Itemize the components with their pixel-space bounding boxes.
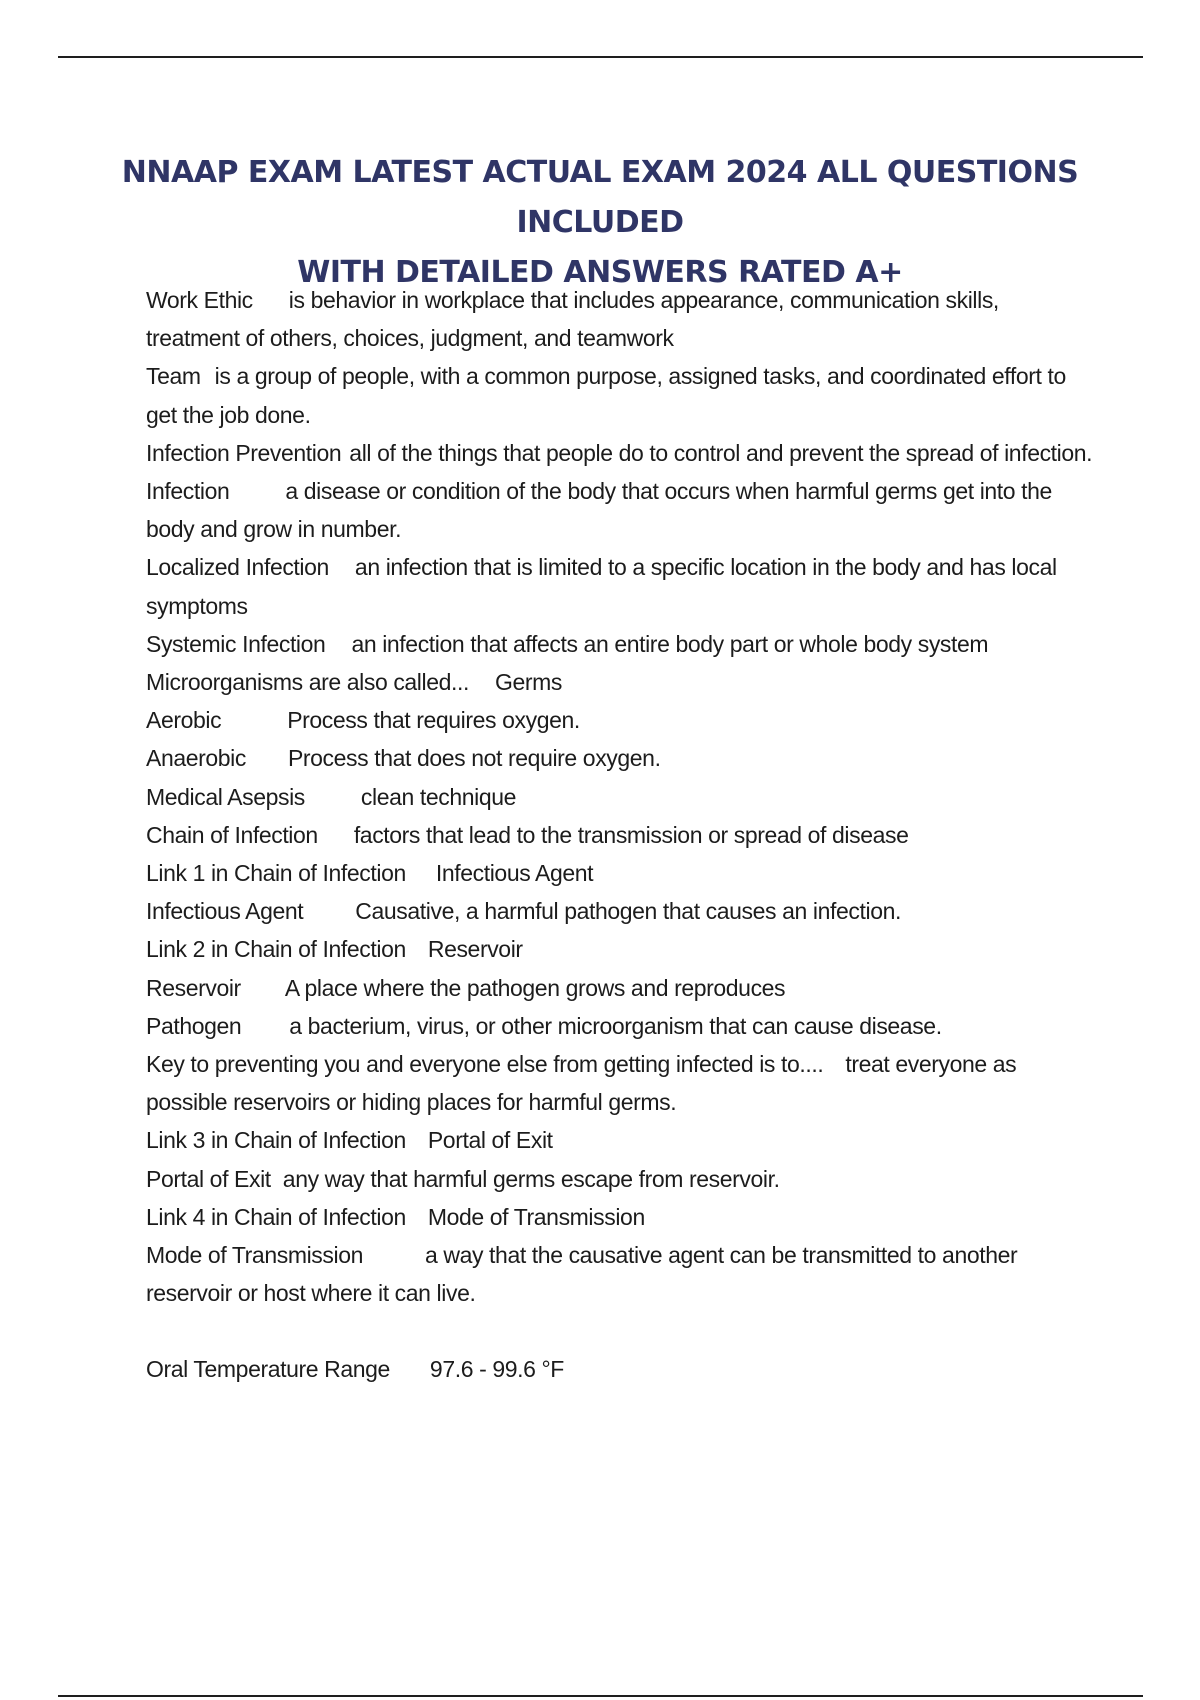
title-line-2: WITH DETAILED ANSWERS RATED A+ [297,255,903,290]
entry-term: Work Ethic [146,287,253,313]
list-item [146,548,1096,624]
entry-term: Link 4 in Chain of Infection [146,1203,406,1230]
entry-definition: a bacterium, virus, or other microorganism that can cause disease. [289,1012,942,1039]
entry-term: Infectious Agent [146,898,304,925]
entry-term: Reservoir [146,974,241,1001]
list-item [146,930,1096,968]
entry-definition: Mode of Transmission [427,1203,645,1230]
entry-term: Portal of Exit [146,1165,271,1192]
list-item [146,1045,1096,1121]
entry-definition: a disease or condition of the body that occurs when harmful germs get into the body and grow in number. [146,478,1052,543]
list-item [146,1198,1096,1236]
entry-definition: a way that the causative agent can be transmitted to another reservoir or host where it can live. [146,1242,1018,1307]
list-item [146,357,1096,433]
document-title [100,148,1100,298]
entry-definition: Germs [494,669,562,696]
list-item [146,663,1096,701]
entry-definition: is behavior in workplace that includes appearance, communication skills, treatment of others, choices, judgment, and teamwork [146,287,999,352]
entry-term: Infection [146,478,230,505]
list-item [146,1236,1096,1312]
list-item [146,625,1096,663]
entry-term: Systemic Infection [146,630,326,657]
entry-term: Anaerobic [146,745,246,772]
list-item [146,739,1096,777]
entry-term: Microorganisms are also called... [146,669,469,696]
list-item [146,778,1096,816]
list-item [146,969,1096,1007]
entry-definition: any way that harmful germs escape from reservoir. [282,1165,780,1192]
flashcard-list [146,281,1096,1389]
list-item [146,701,1096,739]
entry-definition: an infection that is limited to a specific location in the body and has local symptoms [146,554,1057,619]
list-item [146,1160,1096,1198]
title-line-1: NNAAP EXAM LATEST ACTUAL EXAM 2024 ALL QUESTIONS INCLUDED [121,155,1079,240]
entry-definition: Portal of Exit [427,1127,553,1154]
entry-definition: Causative, a harmful pathogen that causes an infection. [355,898,901,925]
entry-term: Pathogen [146,1012,242,1039]
entry-definition: Process that requires oxygen. [287,707,580,734]
spacer [146,1312,1096,1350]
list-item [146,1121,1096,1159]
entry-term: Localized Infection [146,554,329,581]
entry-term: Key to preventing you and everyone else from getting infected is to.... [146,1051,824,1078]
entry-term: Link 3 in Chain of Infection [146,1127,406,1154]
top-rule [58,56,1143,58]
entry-definition: A place where the pathogen grows and reproduces [284,974,786,1001]
entry-term: Medical Asepsis [146,783,305,810]
entry-definition: 97.6 - 99.6 °F [429,1356,564,1383]
entry-definition: Process that does not require oxygen. [287,745,661,772]
list-item [146,1350,1096,1388]
entry-term: Aerobic [146,707,222,734]
entry-definition: Infectious Agent [435,860,594,887]
list-item [146,281,1096,357]
list-item [146,892,1096,930]
list-item [146,434,1096,472]
entry-definition: all of the things that people do to control and prevent the spread of infection. [349,439,1093,466]
entry-term: Team [146,363,201,390]
entry-definition: is a group of people, with a common purpose, assigned tasks, and coordinated effort to get the job done. [146,363,1066,428]
entry-term: Chain of Infection [146,821,318,848]
bottom-rule [58,1695,1143,1697]
entry-term: Oral Temperature Range [146,1356,390,1383]
entry-definition: factors that lead to the transmission or spread of disease [353,821,909,848]
entry-definition: an infection that affects an entire body part or whole body system [351,630,989,657]
list-item [146,1007,1096,1045]
list-item [146,472,1096,548]
entry-term: Mode of Transmission [146,1242,363,1269]
entry-definition: treat everyone as possible reservoirs or hiding places for harmful germs. [146,1051,1017,1116]
entry-term: Infection Prevention [146,439,342,466]
entry-term: Link 2 in Chain of Infection [146,936,406,963]
entry-definition: clean technique [360,783,517,810]
entry-term: Link 1 in Chain of Infection [146,860,406,887]
list-item [146,854,1096,892]
list-item [146,816,1096,854]
entry-definition: Reservoir [427,936,523,963]
